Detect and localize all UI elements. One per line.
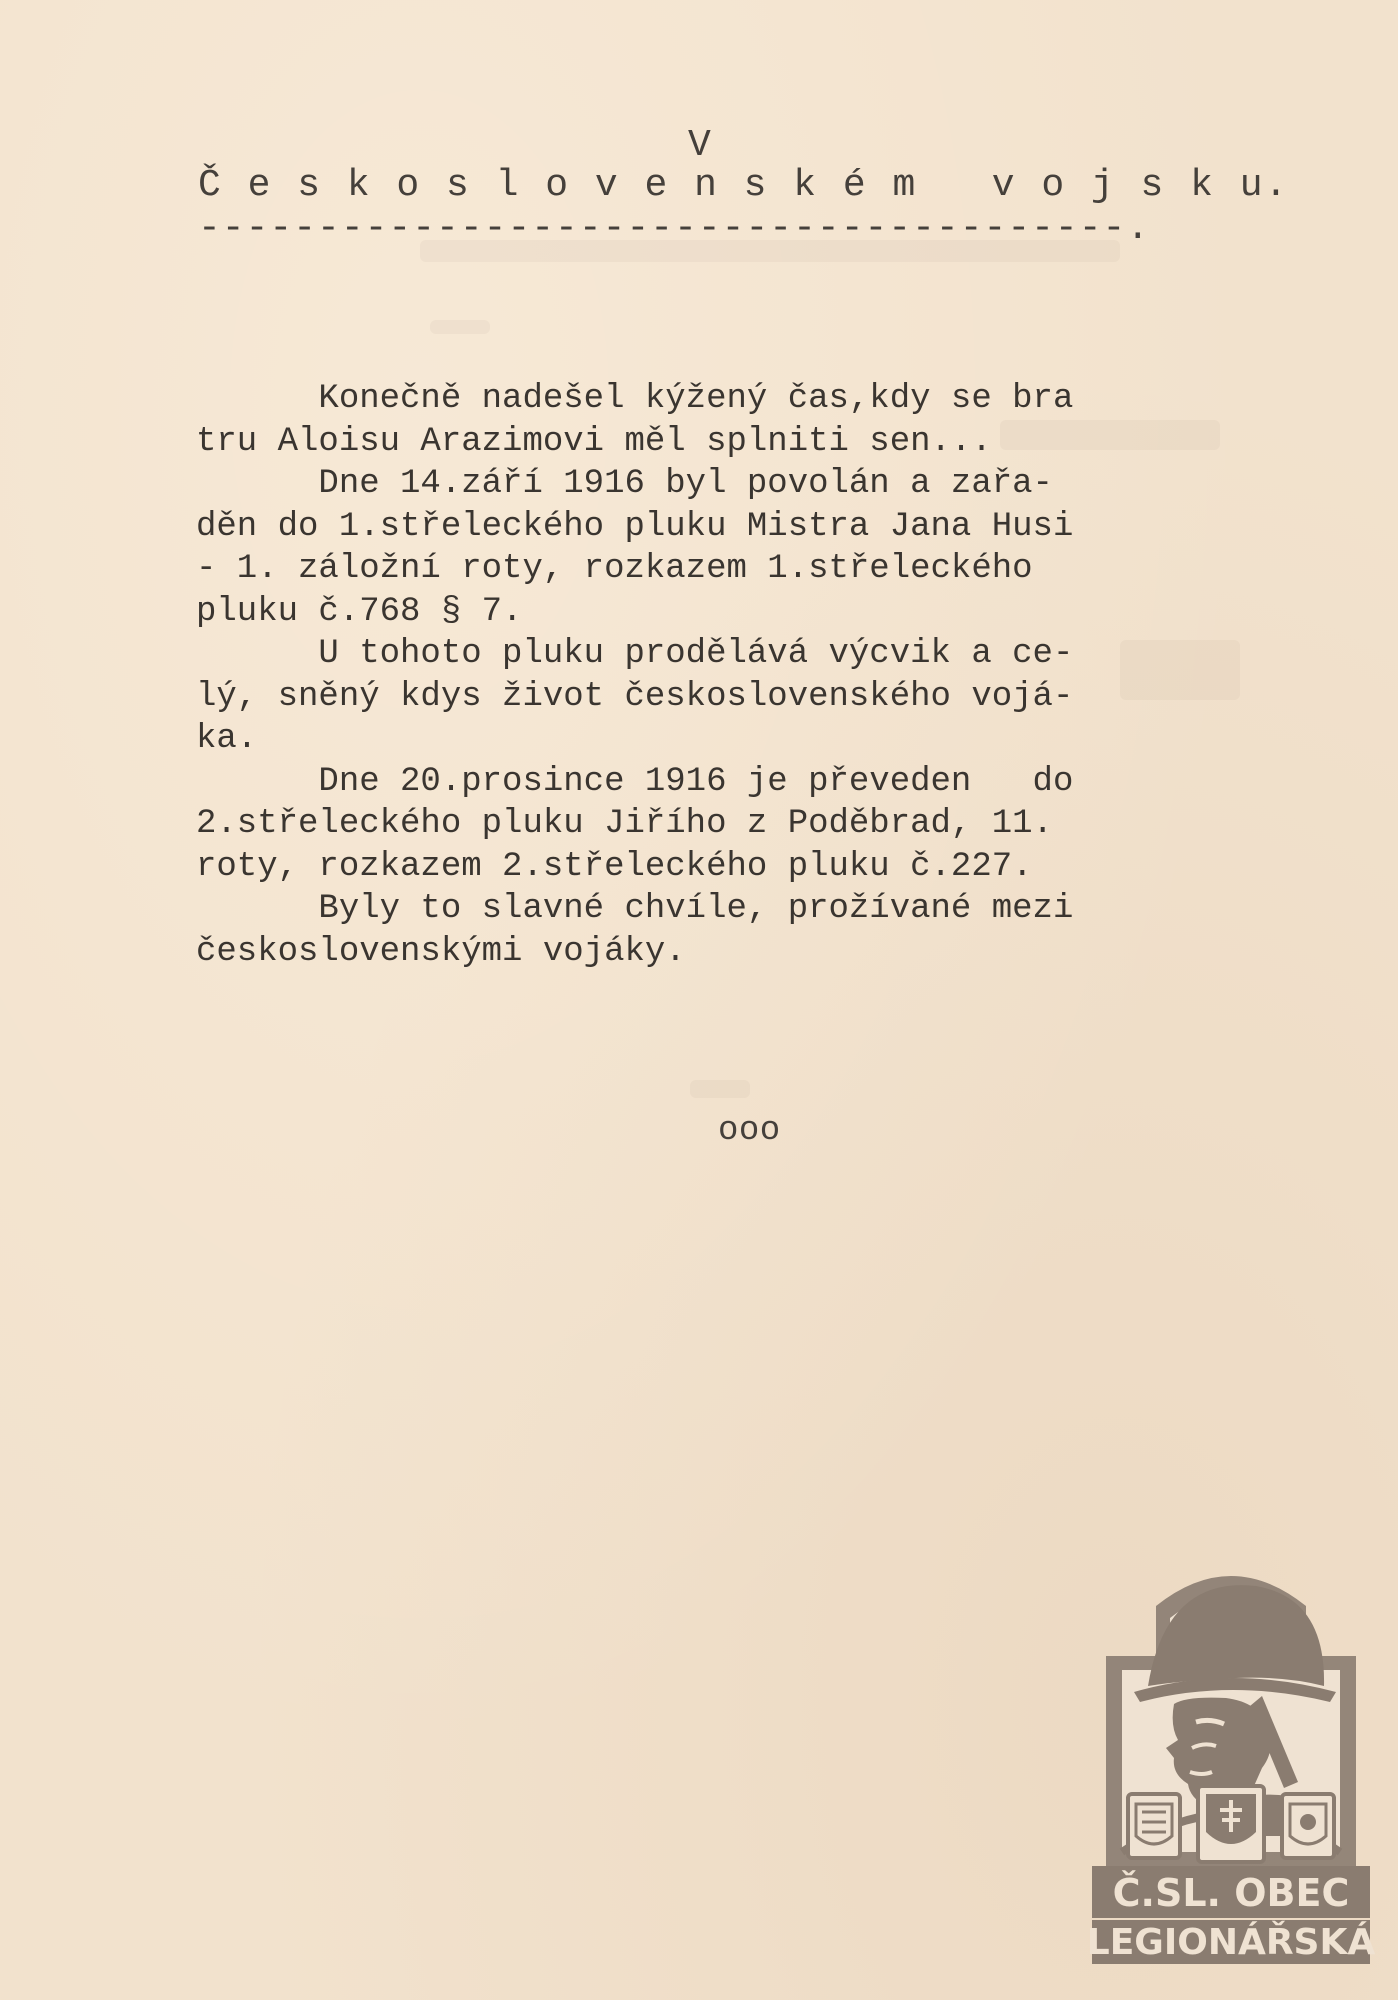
text-line: ka. [196,720,258,758]
text-line: Byly to slavné chvíle, prožívané mezi [196,890,1074,928]
stamp-line-2: LEGIONÁŘSKÁ [1086,1922,1376,1963]
end-mark: ooo [718,1112,781,1150]
text-line: tru Aloisu Arazimovi měl splniti sen... [196,422,992,461]
chapter-title: Č e s k o s l o v e n s k é m v o j s k u. [198,164,1290,207]
chapter-number: V [688,124,712,167]
text-line: 2.střeleckého pluku Jiřího z Poděbrad, 11. [196,805,1053,843]
text-line: - 1. záložní roty, rozkazem 1.střeleckého [196,550,1033,588]
text-line: lý, sněný kdys život československého vojá- [196,677,1074,716]
text-line: Dne 14.září 1916 byl povolán a zařa- [196,465,1053,503]
bleed-through-mark [690,1080,750,1098]
text-line: děn do 1.střeleckého pluku Mistra Jana Husi [196,507,1074,546]
text-line: československými vojáky. [196,932,686,971]
legion-stamp [1086,1536,1376,1966]
body-text [196,378,1276,973]
stamp-line-1: Č.SL. OBEC [1112,1871,1350,1915]
legion-stamp-emblem-icon [1086,1536,1376,1966]
bleed-through-mark [430,320,490,334]
text-line: U tohoto pluku prodělává výcvik a ce- [196,635,1074,673]
text-line: Konečně nadešel kýžený čas,kdy se bra [196,380,1074,418]
text-line: Dne 20.prosince 1916 je převeden do [196,762,1074,801]
text-line: pluku č.768 § 7. [196,592,523,631]
text-line: roty, rozkazem 2.střeleckého pluku č.227. [196,847,1033,886]
title-underline: ---------------------------------------. [198,207,1151,250]
